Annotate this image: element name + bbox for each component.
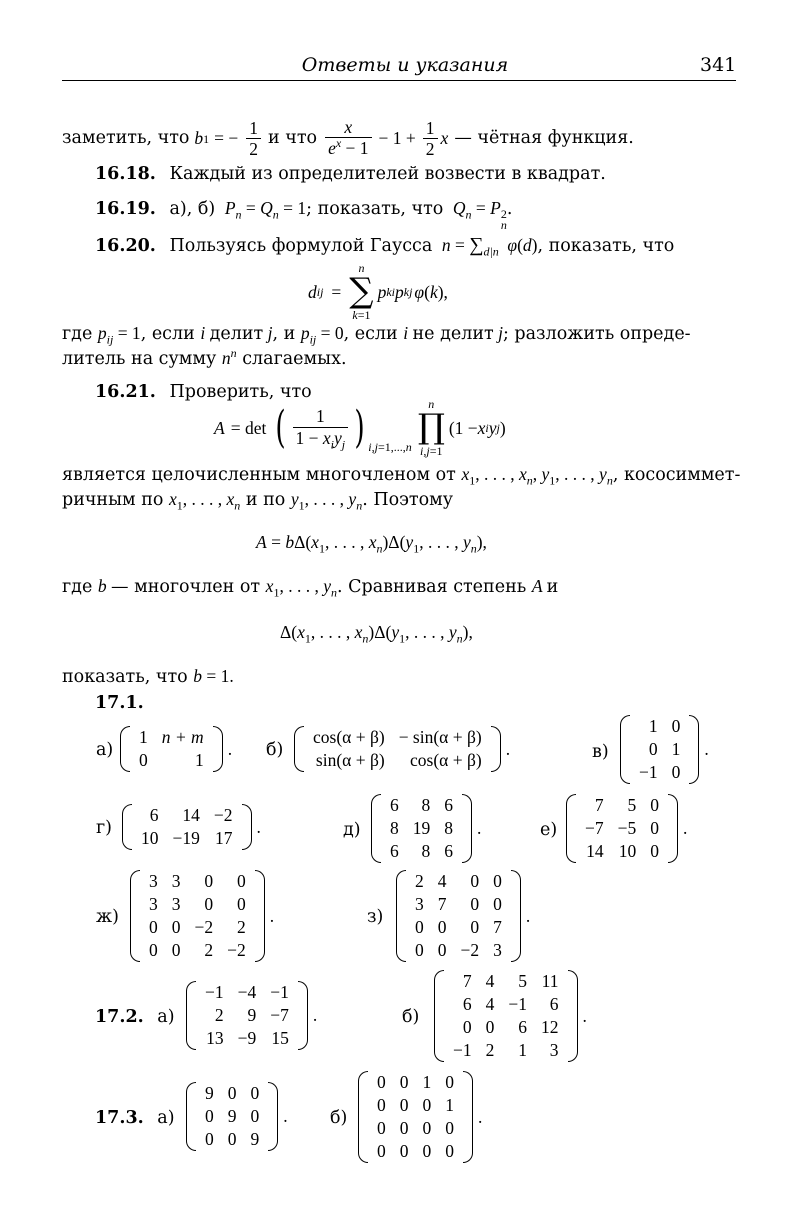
- matrix-row: [408, 893, 509, 916]
- matrix-entry: 1: [194, 750, 204, 770]
- formula-delta-product: $\Delta(x_1$, . . . , $x_n)\Delta(y_1$, . . . , $y_n$),: [280, 622, 473, 646]
- running-header-title: Ответы и указания: [301, 54, 509, 76]
- right-paren: [268, 1082, 278, 1151]
- matrix-entry: 3: [171, 871, 181, 891]
- matrix-entry: 8: [390, 818, 399, 838]
- matrix-entry: −19: [172, 828, 200, 848]
- matrix-row: [370, 1140, 461, 1163]
- matrix-row: [306, 726, 489, 749]
- matrix-entry: −9: [237, 1028, 257, 1048]
- matrix-entry: 1: [445, 1095, 454, 1115]
- matrix-entry: 0: [415, 917, 424, 937]
- left-paren: [122, 804, 132, 850]
- exercise-16-21-line4: показать, что b = 1.: [62, 666, 234, 687]
- trailing-period: .: [478, 1106, 483, 1127]
- matrix-entry: 9: [247, 1005, 257, 1025]
- matrix-entry: 7: [462, 971, 472, 991]
- matrix-entry: 0: [205, 1129, 214, 1149]
- matrix-entry: 0: [139, 750, 148, 770]
- matrix-entry: 0: [204, 871, 214, 891]
- matrix-entry: 0: [650, 841, 659, 861]
- fraction-one-half-2: $\frac{1}{2}$: [423, 119, 438, 159]
- trailing-period: .: [269, 905, 275, 926]
- matrix-entry: 0: [399, 1118, 409, 1138]
- trailing-period: .: [312, 1005, 318, 1025]
- matrix-entry: 0: [237, 894, 246, 914]
- matrix-table: [408, 870, 509, 962]
- matrix-entry: 0: [648, 739, 658, 759]
- matrix-entry: 3: [493, 940, 502, 960]
- matrix-entry: −7: [585, 818, 604, 838]
- matrix-17-1-e: [566, 794, 687, 863]
- formula-dij-sum: d ij = n ∑ k=1 p ki p kj φ ( k ),: [308, 261, 448, 322]
- formula-A-equals-b-delta: $A = b\Delta(x_1$, . . . , $x_n)\Delta(y_1$, . . . , $y_n$),: [256, 532, 487, 556]
- matrix-entry: 8: [444, 818, 453, 838]
- matrix-entry: 6: [390, 841, 399, 861]
- matrix-entry: 8: [421, 841, 431, 861]
- matrix-row: [632, 715, 687, 738]
- matrix-entry: 0: [485, 1017, 495, 1037]
- label-z: з): [367, 907, 384, 927]
- matrix-entry: 0: [462, 1017, 472, 1037]
- matrix-entry: 6: [549, 994, 559, 1014]
- matrix-entry: 0: [650, 818, 659, 838]
- matrix-entry: 0: [422, 1141, 432, 1161]
- matrix-row: [370, 1094, 461, 1117]
- exercise-16-21-line2: ричным по $x_1$, . . . , $x_n$ и по $y_1$, . . . , $y_n$. Поэтому: [62, 489, 454, 513]
- fraction-x-over-ex-minus-1: $\frac{x}{e^x - 1}$: [325, 118, 371, 159]
- matrix-table: [446, 970, 566, 1062]
- matrix-row: [632, 738, 687, 761]
- matrix-entry: 7: [437, 894, 447, 914]
- matrix-entry: 0: [415, 940, 424, 960]
- right-paren: [213, 726, 223, 772]
- matrix-entry: −2: [460, 940, 480, 960]
- matrix-table: [132, 726, 211, 772]
- matrix-row: [134, 827, 240, 850]
- matrix-row: [446, 1039, 566, 1062]
- matrix-table: [142, 870, 253, 962]
- left-paren: [294, 726, 304, 772]
- matrix-entry: 4: [437, 871, 447, 891]
- matrix-entry: 1: [139, 727, 148, 747]
- formula-A-det-product: A = det ( $\frac{1}{1 - x_iy_j}$ ) i,j=1,...,n n ∏ i,j=1 (1 − x i y j ): [214, 397, 506, 458]
- matrix-entry: −7: [270, 1005, 289, 1025]
- right-paren: [298, 981, 308, 1050]
- matrix-row: [198, 1027, 296, 1050]
- matrix-entry: 6: [444, 795, 453, 815]
- matrix-entry: 0: [204, 894, 214, 914]
- left-paren: [620, 715, 630, 784]
- matrix-entry: 0: [250, 1106, 260, 1126]
- matrix-17-2-a: [186, 981, 317, 1050]
- trailing-period: .: [256, 816, 261, 837]
- matrix-entry: −5: [617, 818, 637, 838]
- matrix-row: [408, 916, 509, 939]
- exercise-17-3-label: 17.3. а): [95, 1108, 175, 1128]
- trailing-period: .: [582, 1005, 587, 1026]
- exercise-16-21: 16.21. Проверить, что: [95, 382, 312, 402]
- matrix-entry: 0: [250, 1083, 260, 1103]
- left-paren: [566, 794, 576, 863]
- matrix-entry: 5: [518, 971, 527, 991]
- matrix-entry: 2: [485, 1040, 495, 1060]
- matrix-entry: 0: [671, 716, 681, 736]
- label-v: в): [592, 742, 609, 762]
- matrix-entry: 0: [399, 1141, 409, 1161]
- matrix-entry: 2: [214, 1005, 224, 1025]
- matrix-row: [198, 1004, 296, 1027]
- matrix-row: [142, 916, 253, 939]
- continuation-line: заметить, что b 1 = − $\frac{1}{2}$ и что $\frac{x}{e^x - 1}$ − 1 + $\frac{1}{2}$ x — чётная функция.: [62, 117, 634, 159]
- matrix-entry: − sin(α + β): [398, 727, 482, 747]
- matrix-entry: 0: [399, 1072, 409, 1092]
- matrix-table: [198, 1082, 266, 1151]
- matrix-table: [134, 804, 240, 850]
- matrix-table: [383, 794, 460, 863]
- matrix-entry: 2: [415, 871, 424, 891]
- matrix-entry: 6: [518, 1017, 527, 1037]
- exercise-16-20-line3: литель на сумму $n^n$ слагаемых.: [62, 346, 347, 369]
- matrix-row: [578, 794, 666, 817]
- matrix-table: [198, 981, 296, 1050]
- matrix-entry: 1: [518, 1040, 527, 1060]
- matrix-entry: 0: [227, 1083, 237, 1103]
- left-paren: [186, 981, 196, 1050]
- matrix-entry: 9: [205, 1083, 214, 1103]
- matrix-entry: 17: [215, 828, 233, 848]
- fraction-one-half: $\frac{1}{2}$: [246, 119, 261, 159]
- matrix-entry: 1: [422, 1072, 432, 1092]
- right-paren: [242, 804, 252, 850]
- matrix-entry: 0: [149, 917, 158, 937]
- matrix-entry: 0: [470, 917, 480, 937]
- matrix-table: [370, 1071, 461, 1163]
- matrix-entry: 2: [204, 940, 214, 960]
- matrix-entry: 0: [149, 940, 158, 960]
- matrix-entry: 6: [390, 795, 399, 815]
- matrix-entry: 0: [171, 917, 181, 937]
- trailing-period: .: [683, 818, 688, 838]
- matrix-entry: 15: [271, 1028, 289, 1048]
- matrix-row: [134, 804, 240, 827]
- matrix-entry: 0: [377, 1141, 386, 1161]
- exercise-16-19: 16.19. а), б) $P_n = Q_n = 1$; показать, что $Q_n = P$ 2 n .: [95, 198, 513, 232]
- matrix-entry: 2: [237, 917, 246, 937]
- matrix-entry: 6: [444, 841, 453, 861]
- matrix-entry: 0: [377, 1095, 386, 1115]
- matrix-entry: 3: [171, 894, 181, 914]
- left-paren: [396, 870, 406, 962]
- matrix-row: [446, 1016, 566, 1039]
- left-paren: [434, 970, 444, 1062]
- left-paren: [358, 1071, 368, 1163]
- matrix-row: [408, 939, 509, 962]
- matrix-row: [142, 893, 253, 916]
- matrix-row: [446, 970, 566, 993]
- matrix-entry: 0: [437, 917, 447, 937]
- trailing-period: .: [704, 739, 709, 759]
- trailing-period: .: [505, 738, 511, 759]
- matrix-entry: 8: [421, 795, 431, 815]
- matrix-entry: 12: [541, 1017, 559, 1037]
- matrix-entry: 14: [182, 805, 200, 825]
- matrix-entry: 3: [149, 894, 158, 914]
- matrix-row: [198, 1128, 266, 1151]
- matrix-entry: 0: [445, 1141, 454, 1161]
- matrix-row: [383, 794, 460, 817]
- exercise-17-2-label: 17.2. а): [95, 1007, 175, 1027]
- right-paren: [568, 970, 578, 1062]
- label-zh: ж): [96, 907, 119, 927]
- matrix-entry: 0: [237, 871, 246, 891]
- right-paren: [668, 794, 678, 863]
- matrix-entry: 0: [470, 894, 480, 914]
- matrix-17-1-zh: [130, 870, 274, 962]
- matrix-entry: 9: [227, 1106, 237, 1126]
- matrix-table: [632, 715, 687, 784]
- matrix-entry: 0: [437, 940, 447, 960]
- matrix-17-2-b: [434, 970, 587, 1062]
- matrix-entry: 13: [206, 1028, 224, 1048]
- matrix-entry: −2: [213, 805, 233, 825]
- left-paren: [371, 794, 381, 863]
- matrix-entry: 3: [549, 1040, 559, 1060]
- matrix-entry: −1: [508, 994, 527, 1014]
- matrix-row: [132, 726, 211, 749]
- matrix-entry: 6: [462, 994, 472, 1014]
- matrix-row: [408, 870, 509, 893]
- matrix-row: [142, 939, 253, 962]
- matrix-entry: cos(α + β): [410, 750, 482, 770]
- matrix-entry: 3: [415, 894, 424, 914]
- right-paren: [462, 794, 472, 863]
- trailing-period: .: [227, 738, 233, 759]
- exercise-16-20-line2: где $p_{ij} = 1$, если i делит j, и $p_{ij} = 0$, если i не делит j; разложить опреде-: [62, 323, 691, 347]
- exercise-16-21-line1: является целочисленным многочленом от $x_1$, . . . , $x_n$, $y_1$, . . . , $y_n$, кососиммет-: [62, 464, 741, 488]
- matrix-entry: −2: [194, 917, 214, 937]
- matrix-entry: 0: [445, 1118, 454, 1138]
- label-d: д): [343, 820, 361, 840]
- matrix-entry: 0: [422, 1118, 432, 1138]
- matrix-entry: −4: [237, 982, 257, 1002]
- matrix-entry: 0: [493, 871, 502, 891]
- matrix-entry: 0: [650, 795, 659, 815]
- matrix-entry: 10: [141, 828, 159, 848]
- matrix-entry: n + m: [161, 727, 204, 747]
- right-paren: [463, 1071, 473, 1163]
- matrix-table: [306, 726, 489, 772]
- exercise-16-21-line3: где b — многочлен от $x_1$, . . . , $y_n$. Сравнивая степень A и: [62, 576, 559, 600]
- matrix-entry: sin(α + β): [315, 750, 385, 770]
- matrix-row: [578, 840, 666, 863]
- matrix-entry: 9: [250, 1129, 260, 1149]
- matrix-entry: 0: [422, 1095, 432, 1115]
- matrix-entry: cos(α + β): [313, 727, 385, 747]
- label-a: а): [96, 740, 114, 760]
- matrix-entry: 0: [205, 1106, 214, 1126]
- matrix-17-1-d: [371, 794, 481, 863]
- matrix-entry: −1: [639, 762, 658, 782]
- right-paren: [511, 870, 521, 962]
- matrix-entry: −2: [227, 940, 246, 960]
- matrix-entry: 1: [671, 739, 681, 759]
- exercise-16-20: 16.20. Пользуясь формулой Гаусса $n = \sum_{d|n}$ φ(d), показать, что: [95, 234, 675, 259]
- matrix-row: [306, 749, 489, 772]
- matrix-row: [198, 1105, 266, 1128]
- matrix-entry: 1: [648, 716, 658, 736]
- matrix-row: [370, 1117, 461, 1140]
- matrix-row: [142, 870, 253, 893]
- matrix-17-3-b: [358, 1071, 482, 1163]
- label-g: г): [96, 818, 112, 838]
- matrix-17-1-g: [122, 804, 261, 850]
- matrix-17-1-z: [396, 870, 530, 962]
- matrix-entry: 11: [541, 971, 559, 991]
- matrix-row: [383, 840, 460, 863]
- header-rule: [62, 80, 736, 81]
- matrix-17-1-b: [294, 726, 510, 772]
- label-17-3-b: б): [330, 1108, 348, 1128]
- matrix-entry: 0: [399, 1095, 409, 1115]
- matrix-entry: −1: [205, 982, 224, 1002]
- left-paren: [186, 1082, 196, 1151]
- matrix-row: [198, 1082, 266, 1105]
- matrix-row: [383, 817, 460, 840]
- matrix-entry: 0: [377, 1118, 386, 1138]
- trailing-period: .: [525, 905, 531, 926]
- trailing-period: .: [283, 1106, 288, 1126]
- exercise-16-18: 16.18. Каждый из определителей возвести в квадрат.: [95, 164, 606, 184]
- matrix-entry: 6: [149, 805, 159, 825]
- matrix-17-1-a: [120, 726, 232, 772]
- matrix-row: [132, 749, 211, 772]
- matrix-row: [632, 761, 687, 784]
- right-paren: [491, 726, 501, 772]
- matrix-entry: 7: [594, 795, 604, 815]
- right-paren: [255, 870, 265, 962]
- matrix-entry: 4: [485, 994, 495, 1014]
- matrix-17-1-v: [620, 715, 709, 784]
- left-paren: [130, 870, 140, 962]
- matrix-entry: −1: [270, 982, 289, 1002]
- right-paren: [689, 715, 699, 784]
- trailing-period: .: [477, 818, 482, 838]
- matrix-entry: 7: [493, 917, 502, 937]
- matrix-table: [578, 794, 666, 863]
- matrix-row: [370, 1071, 461, 1094]
- matrix-row: [446, 993, 566, 1016]
- left-paren: [120, 726, 130, 772]
- matrix-entry: 0: [493, 894, 502, 914]
- matrix-entry: 0: [227, 1129, 237, 1149]
- page-number: 341: [700, 54, 737, 76]
- matrix-row: [578, 817, 666, 840]
- matrix-entry: 19: [412, 818, 431, 838]
- matrix-entry: 5: [627, 795, 637, 815]
- matrix-entry: 0: [377, 1072, 386, 1092]
- matrix-entry: 3: [149, 871, 158, 891]
- label-e: е): [540, 820, 558, 840]
- label-b: б): [266, 740, 284, 760]
- matrix-entry: 0: [671, 762, 681, 782]
- matrix-17-3-a: [186, 1082, 288, 1151]
- matrix-entry: 0: [445, 1072, 454, 1092]
- matrix-row: [198, 981, 296, 1004]
- exercise-17-1-number: 17.1.: [95, 693, 144, 713]
- matrix-entry: 0: [470, 871, 480, 891]
- matrix-entry: 0: [171, 940, 181, 960]
- matrix-entry: 4: [485, 971, 495, 991]
- matrix-entry: 10: [618, 841, 637, 861]
- matrix-entry: 14: [586, 841, 604, 861]
- matrix-entry: −1: [453, 1040, 472, 1060]
- label-17-2-b: б): [402, 1007, 420, 1027]
